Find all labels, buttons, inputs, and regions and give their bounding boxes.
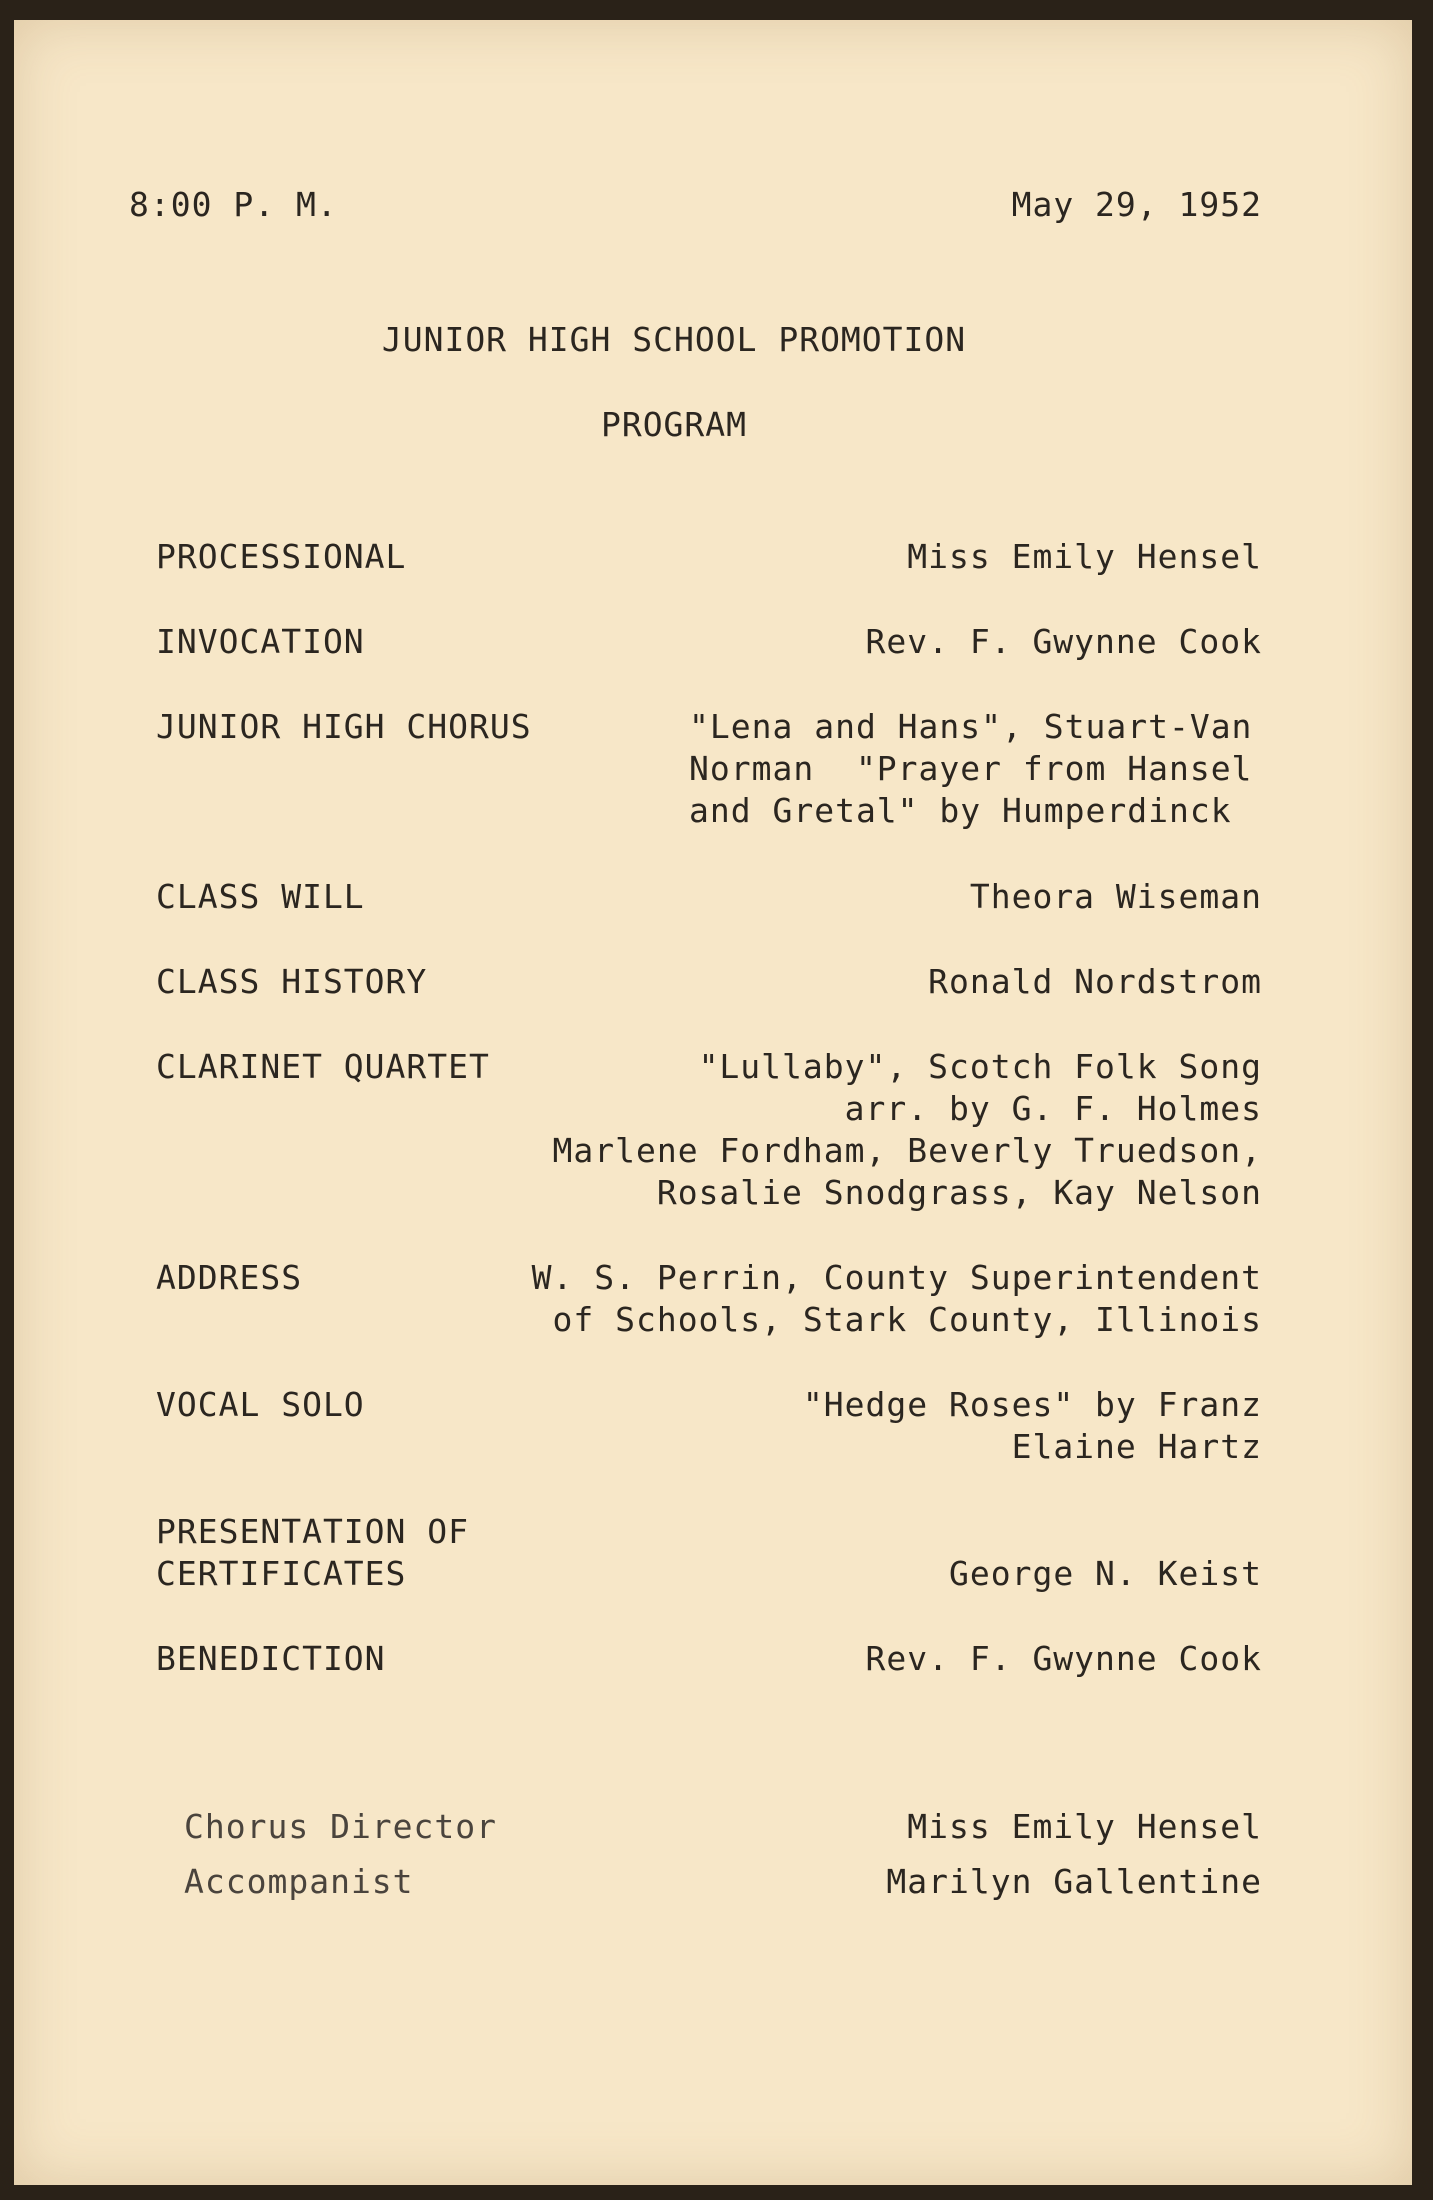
event-date: May 29, 1952 — [1011, 185, 1262, 224]
program-detail: and Gretal" by Humperdinck — [689, 791, 1232, 830]
program-item: CLARINET QUARTET — [156, 1047, 490, 1086]
staff-name: Marilyn Gallentine — [886, 1862, 1262, 1901]
program-detail: Ronald Nordstrom — [928, 962, 1262, 1001]
program-detail: arr. by G. F. Holmes — [844, 1089, 1262, 1128]
program-title: JUNIOR HIGH SCHOOL PROMOTION — [381, 320, 967, 359]
program-detail: Elaine Hartz — [1011, 1427, 1262, 1466]
program-item: PRESENTATION OF — [156, 1512, 470, 1551]
program-subtitle: PROGRAM — [600, 405, 748, 444]
program-detail: Marlene Fordham, Beverly Truedson, — [552, 1131, 1262, 1170]
program-item: BENEDICTION — [156, 1639, 386, 1678]
program-item: JUNIOR HIGH CHORUS — [156, 707, 532, 746]
program-item: INVOCATION — [156, 622, 365, 661]
program-detail: "Lullaby", Scotch Folk Song — [698, 1047, 1262, 1086]
program-item: ADDRESS — [156, 1258, 303, 1297]
staff-role: Accompanist — [184, 1862, 414, 1901]
program-detail: "Lena and Hans", Stuart-Van — [689, 707, 1253, 746]
staff-name: Miss Emily Hensel — [907, 1807, 1262, 1846]
program-detail: George N. Keist — [948, 1554, 1262, 1593]
program-detail: W. S. Perrin, County Superintendent — [531, 1258, 1262, 1297]
program-detail: Rosalie Snodgrass, Kay Nelson — [656, 1173, 1262, 1212]
program-item: CLASS HISTORY — [156, 962, 428, 1001]
program-detail: Rev. F. Gwynne Cook — [865, 1639, 1262, 1678]
program-detail: Theora Wiseman — [969, 877, 1262, 916]
program-detail: Miss Emily Hensel — [907, 537, 1262, 576]
program-detail: of Schools, Stark County, Illinois — [552, 1300, 1262, 1339]
program-page — [14, 20, 1412, 2185]
event-time: 8:00 P. M. — [129, 185, 338, 224]
program-item-continued: CERTIFICATES — [156, 1554, 407, 1593]
program-detail: Rev. F. Gwynne Cook — [865, 622, 1262, 661]
program-detail: Norman "Prayer from Hansel — [689, 749, 1253, 788]
program-item: VOCAL SOLO — [156, 1385, 365, 1424]
staff-role: Chorus Director — [184, 1807, 498, 1846]
program-item: PROCESSIONAL — [156, 537, 407, 576]
program-detail: "Hedge Roses" by Franz — [802, 1385, 1262, 1424]
program-item: CLASS WILL — [156, 877, 365, 916]
